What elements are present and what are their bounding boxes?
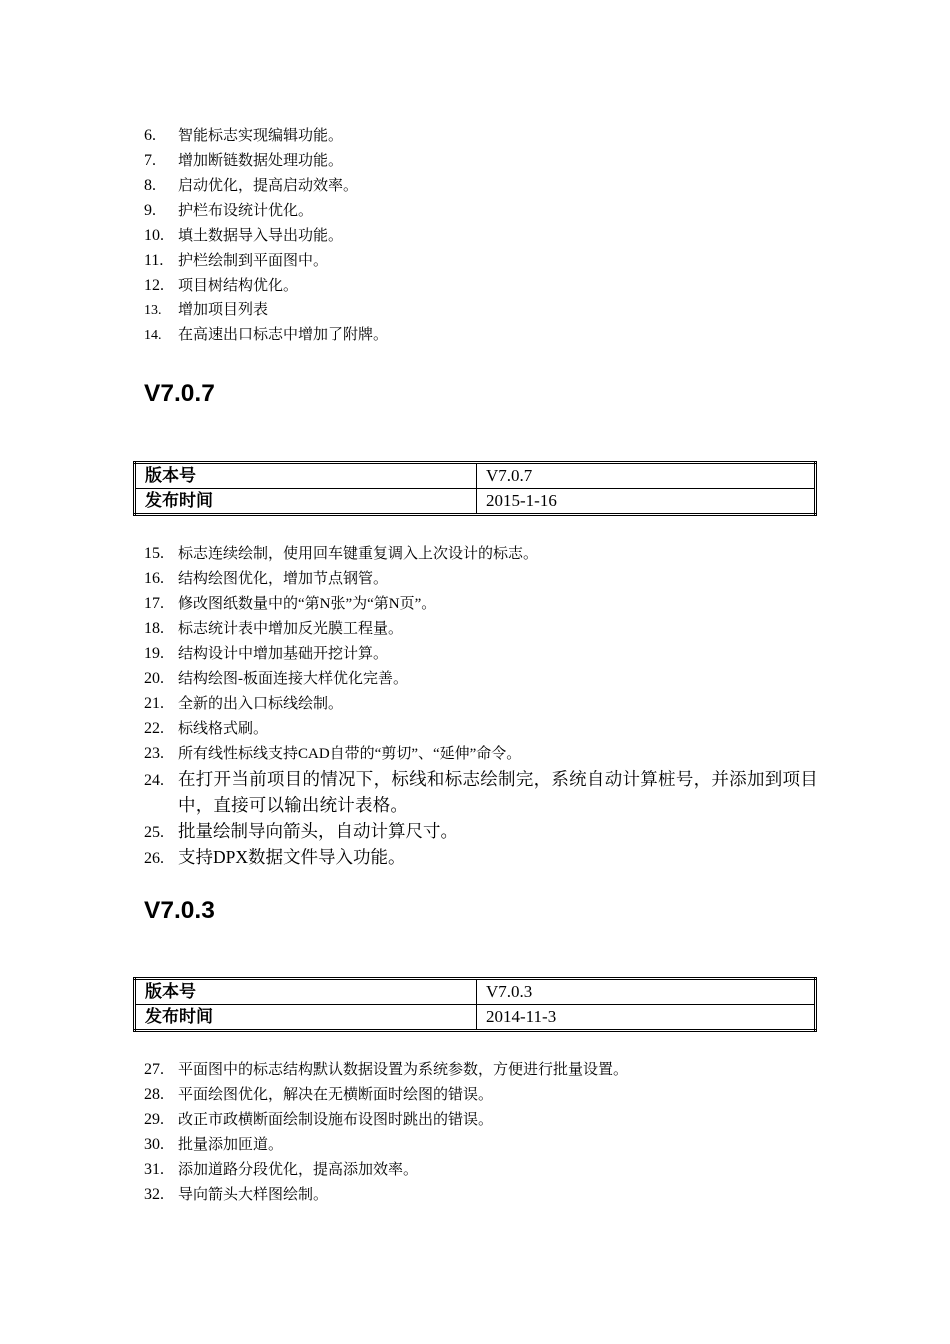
list-item-number: 6. [144, 127, 156, 144]
list-item-number: 25. [144, 824, 164, 841]
list-item-text: 平面绘图优化，解决在无横断面时绘图的错误。 [178, 1087, 494, 1103]
list-item-number: 20. [144, 670, 164, 687]
list-item-number: 7. [144, 152, 156, 169]
list-item-text: 在高速出口标志中增加了附牌。 [178, 327, 389, 343]
list-item-number: 29. [144, 1111, 164, 1128]
list-item-number: 22. [144, 720, 164, 737]
list-item-text: 添加道路分段优化，提高添加效率。 [178, 1162, 419, 1178]
list-item [144, 198, 388, 223]
list-item [144, 616, 818, 641]
list-item-number: 8. [144, 177, 156, 194]
release-date-value: 2015-1-16 [477, 489, 816, 515]
list-item-text: 标志连续绘制，使用回车键重复调入上次设计的标志。 [178, 546, 539, 562]
list-item-number: 14. [144, 328, 162, 343]
list-item-text: 结构绘图优化，增加节点钢管。 [178, 571, 389, 587]
list-item [144, 691, 818, 716]
list-item-text: 支持DPX数据文件导入功能。 [178, 847, 406, 867]
list-item-number: 30. [144, 1136, 164, 1153]
table-row [135, 489, 816, 515]
list-item [144, 248, 388, 273]
list-item-text: 所有线性标线支持CAD自带的“剪切”、“延伸”命令。 [178, 746, 522, 762]
list-item-number: 24. [144, 772, 164, 789]
list-item-number: 27. [144, 1061, 164, 1078]
list-item-number: 23. [144, 745, 164, 762]
list-item [144, 1157, 628, 1182]
list-item [144, 123, 388, 148]
list-item-text: 在打开当前项目的情况下，标线和标志绘制完，系统自动计算桩号，并添加到项目中，直接可以输出统计表格。 [178, 769, 818, 815]
list-item [144, 741, 818, 766]
list-item-number: 9. [144, 202, 156, 219]
list-item [144, 1182, 628, 1207]
list-item-text: 平面图中的标志结构默认数据设置为系统参数，方便进行批量设置。 [178, 1062, 629, 1078]
list-item-text: 结构设计中增加基础开挖计算。 [178, 646, 389, 662]
list-item-text: 改正市政横断面绘制设施布设图时跳出的错误。 [178, 1112, 494, 1128]
list-item-number: 18. [144, 620, 164, 637]
list-item-text: 智能标志实现编辑功能。 [178, 128, 344, 144]
list-item-text: 护栏布设统计优化。 [178, 203, 314, 219]
list-item [144, 298, 388, 323]
changelog-list-v707 [144, 541, 818, 870]
list-item [144, 641, 818, 666]
table-row [135, 463, 816, 489]
list-item [144, 273, 388, 298]
version-value: V7.0.7 [477, 463, 816, 489]
list-item-number: 31. [144, 1161, 164, 1178]
list-item [144, 1132, 628, 1157]
list-item-text: 填土数据导入导出功能。 [178, 228, 344, 244]
changelog-list-continued [144, 123, 388, 348]
list-item-number: 10. [144, 227, 164, 244]
list-item-number: 12. [144, 277, 164, 294]
list-item [144, 1082, 628, 1107]
release-date-label: 发布时间 [135, 1005, 477, 1031]
list-item-text: 修改图纸数量中的“第N张”为“第N页”。 [178, 596, 437, 612]
list-item-text: 增加项目列表 [178, 302, 269, 318]
list-item-text: 结构绘图-板面连接大样优化完善。 [178, 671, 408, 687]
table-row [135, 1005, 816, 1031]
list-item [144, 716, 818, 741]
list-item-number: 17. [144, 595, 164, 612]
list-item [144, 566, 818, 591]
list-item-text: 增加断链数据处理功能。 [178, 153, 344, 169]
release-date-label: 发布时间 [135, 489, 477, 515]
list-item-text: 批量添加匝道。 [178, 1137, 284, 1153]
changelog-list-v703 [144, 1057, 628, 1207]
version-label: 版本号 [135, 979, 477, 1005]
list-item-text: 批量绘制导向箭头，自动计算尺寸。 [178, 821, 458, 841]
list-item-text: 启动优化，提高启动效率。 [178, 178, 359, 194]
list-item-number: 26. [144, 850, 164, 867]
list-item [144, 844, 818, 870]
version-value: V7.0.3 [477, 979, 816, 1005]
list-item-number: 28. [144, 1086, 164, 1103]
list-item [144, 173, 388, 198]
release-date-value: 2014-11-3 [477, 1005, 816, 1031]
list-item [144, 1057, 628, 1082]
list-item [144, 148, 388, 173]
list-item [144, 1107, 628, 1132]
list-item [144, 766, 818, 818]
version-heading-v707: V7.0.7 [144, 380, 215, 407]
list-item [144, 818, 818, 844]
list-item-number: 16. [144, 570, 164, 587]
version-heading-v703: V7.0.3 [144, 897, 215, 924]
list-item [144, 666, 818, 691]
list-item-number: 19. [144, 645, 164, 662]
list-item [144, 541, 818, 566]
version-info-table-v707 [133, 461, 817, 516]
list-item [144, 591, 818, 616]
list-item [144, 223, 388, 248]
version-label: 版本号 [135, 463, 477, 489]
list-item [144, 323, 388, 348]
list-item-text: 导向箭头大样图绘制。 [178, 1187, 329, 1203]
list-item-number: 32. [144, 1186, 164, 1203]
list-item-text: 护栏绘制到平面图中。 [178, 253, 329, 269]
list-item-number: 21. [144, 695, 164, 712]
list-item-text: 项目树结构优化。 [178, 278, 299, 294]
list-item-text: 全新的出入口标线绘制。 [178, 696, 344, 712]
list-item-number: 13. [144, 303, 162, 318]
table-row [135, 979, 816, 1005]
list-item-number: 11. [144, 252, 164, 269]
list-item-number: 15. [144, 545, 164, 562]
list-item-text: 标线格式刷。 [178, 721, 269, 737]
version-info-table-v703 [133, 977, 817, 1032]
list-item-text: 标志统计表中增加反光膜工程量。 [178, 621, 404, 637]
